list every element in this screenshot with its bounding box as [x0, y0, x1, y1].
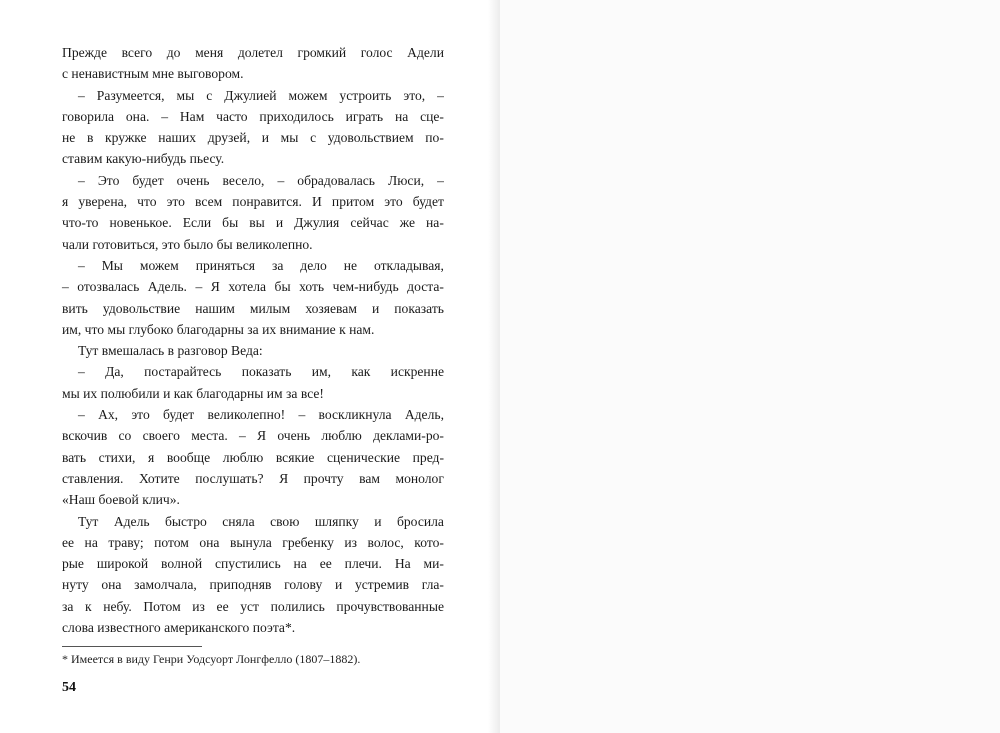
text-line: вить удовольствие нашим милым хозяевам и показать: [62, 300, 444, 316]
text-line: слова известного американского поэта*.: [62, 620, 296, 636]
text-line: им, что мы глубоко благодарны за их внимание к нам.: [62, 321, 375, 337]
text-line: с ненавистным мне выговором.: [62, 66, 244, 82]
text-line: за к небу. Потом из ее уст полились прочувствованные: [62, 598, 444, 614]
text-line: говорила она. – Нам часто приходилось играть на сце-: [62, 108, 444, 124]
right-page: [500, 0, 1000, 733]
text-line: вать стихи, я вообще люблю всякие сценические пред-: [62, 449, 444, 465]
text-line: – Это будет очень весело, – обрадовалась Люси, –: [78, 172, 444, 188]
text-line: вскочив со своего места. – Я очень люблю деклами-ро-: [62, 428, 444, 444]
text-line: – Разумеется, мы с Джулией можем устроить это, –: [78, 87, 444, 103]
footnote: * Имеется в виду Генри Уодсуорт Лонгфелло (1807–1882).: [62, 652, 361, 666]
text-line: Тут вмешалась в разговор Веда:: [78, 343, 263, 359]
text-line: ставим какую-нибудь пьесу.: [62, 151, 225, 167]
text-line: рые широкой волной спустились на ее плечи. На ми-: [62, 556, 444, 572]
text-line: ставления. Хотите послушать? Я прочту вам монолог: [62, 470, 444, 486]
text-line: – Мы можем приняться за дело не откладывая,: [78, 257, 444, 273]
text-line: – Да, постарайтесь показать им, как искренне: [78, 364, 444, 380]
text-line: нуту она замолчала, приподняв голову и устремив гла-: [62, 577, 444, 593]
text-line: – Ах, это будет великолепно! – воскликнула Адель,: [78, 407, 444, 423]
text-line: что-то новенькое. Если бы вы и Джулия сейчас же на-: [62, 215, 444, 231]
text-line: не в кружке наших друзей, и мы с удовольствием по-: [62, 130, 444, 146]
text-line: «Наш боевой клич».: [62, 492, 180, 508]
page-number: 54: [62, 680, 76, 695]
text-line: чали готовиться, это было бы великолепно.: [62, 236, 313, 252]
text-line: Прежде всего до меня долетел громкий голос Адели: [62, 45, 444, 60]
text-line: мы их полюбили и как благодарны им за все!: [62, 385, 324, 401]
body-text: [62, 42, 444, 638]
text-line: ее на траву; потом она вынула гребенку из волос, кото-: [62, 534, 444, 550]
footnote-divider: [62, 646, 202, 647]
text-line: Тут Адель быстро сняла свою шляпку и бросила: [78, 513, 444, 529]
text-line: я уверена, что это всем понравится. И притом это будет: [62, 194, 444, 210]
text-line: – отозвалась Адель. – Я хотела бы хоть чем-нибудь доста-: [62, 279, 444, 295]
